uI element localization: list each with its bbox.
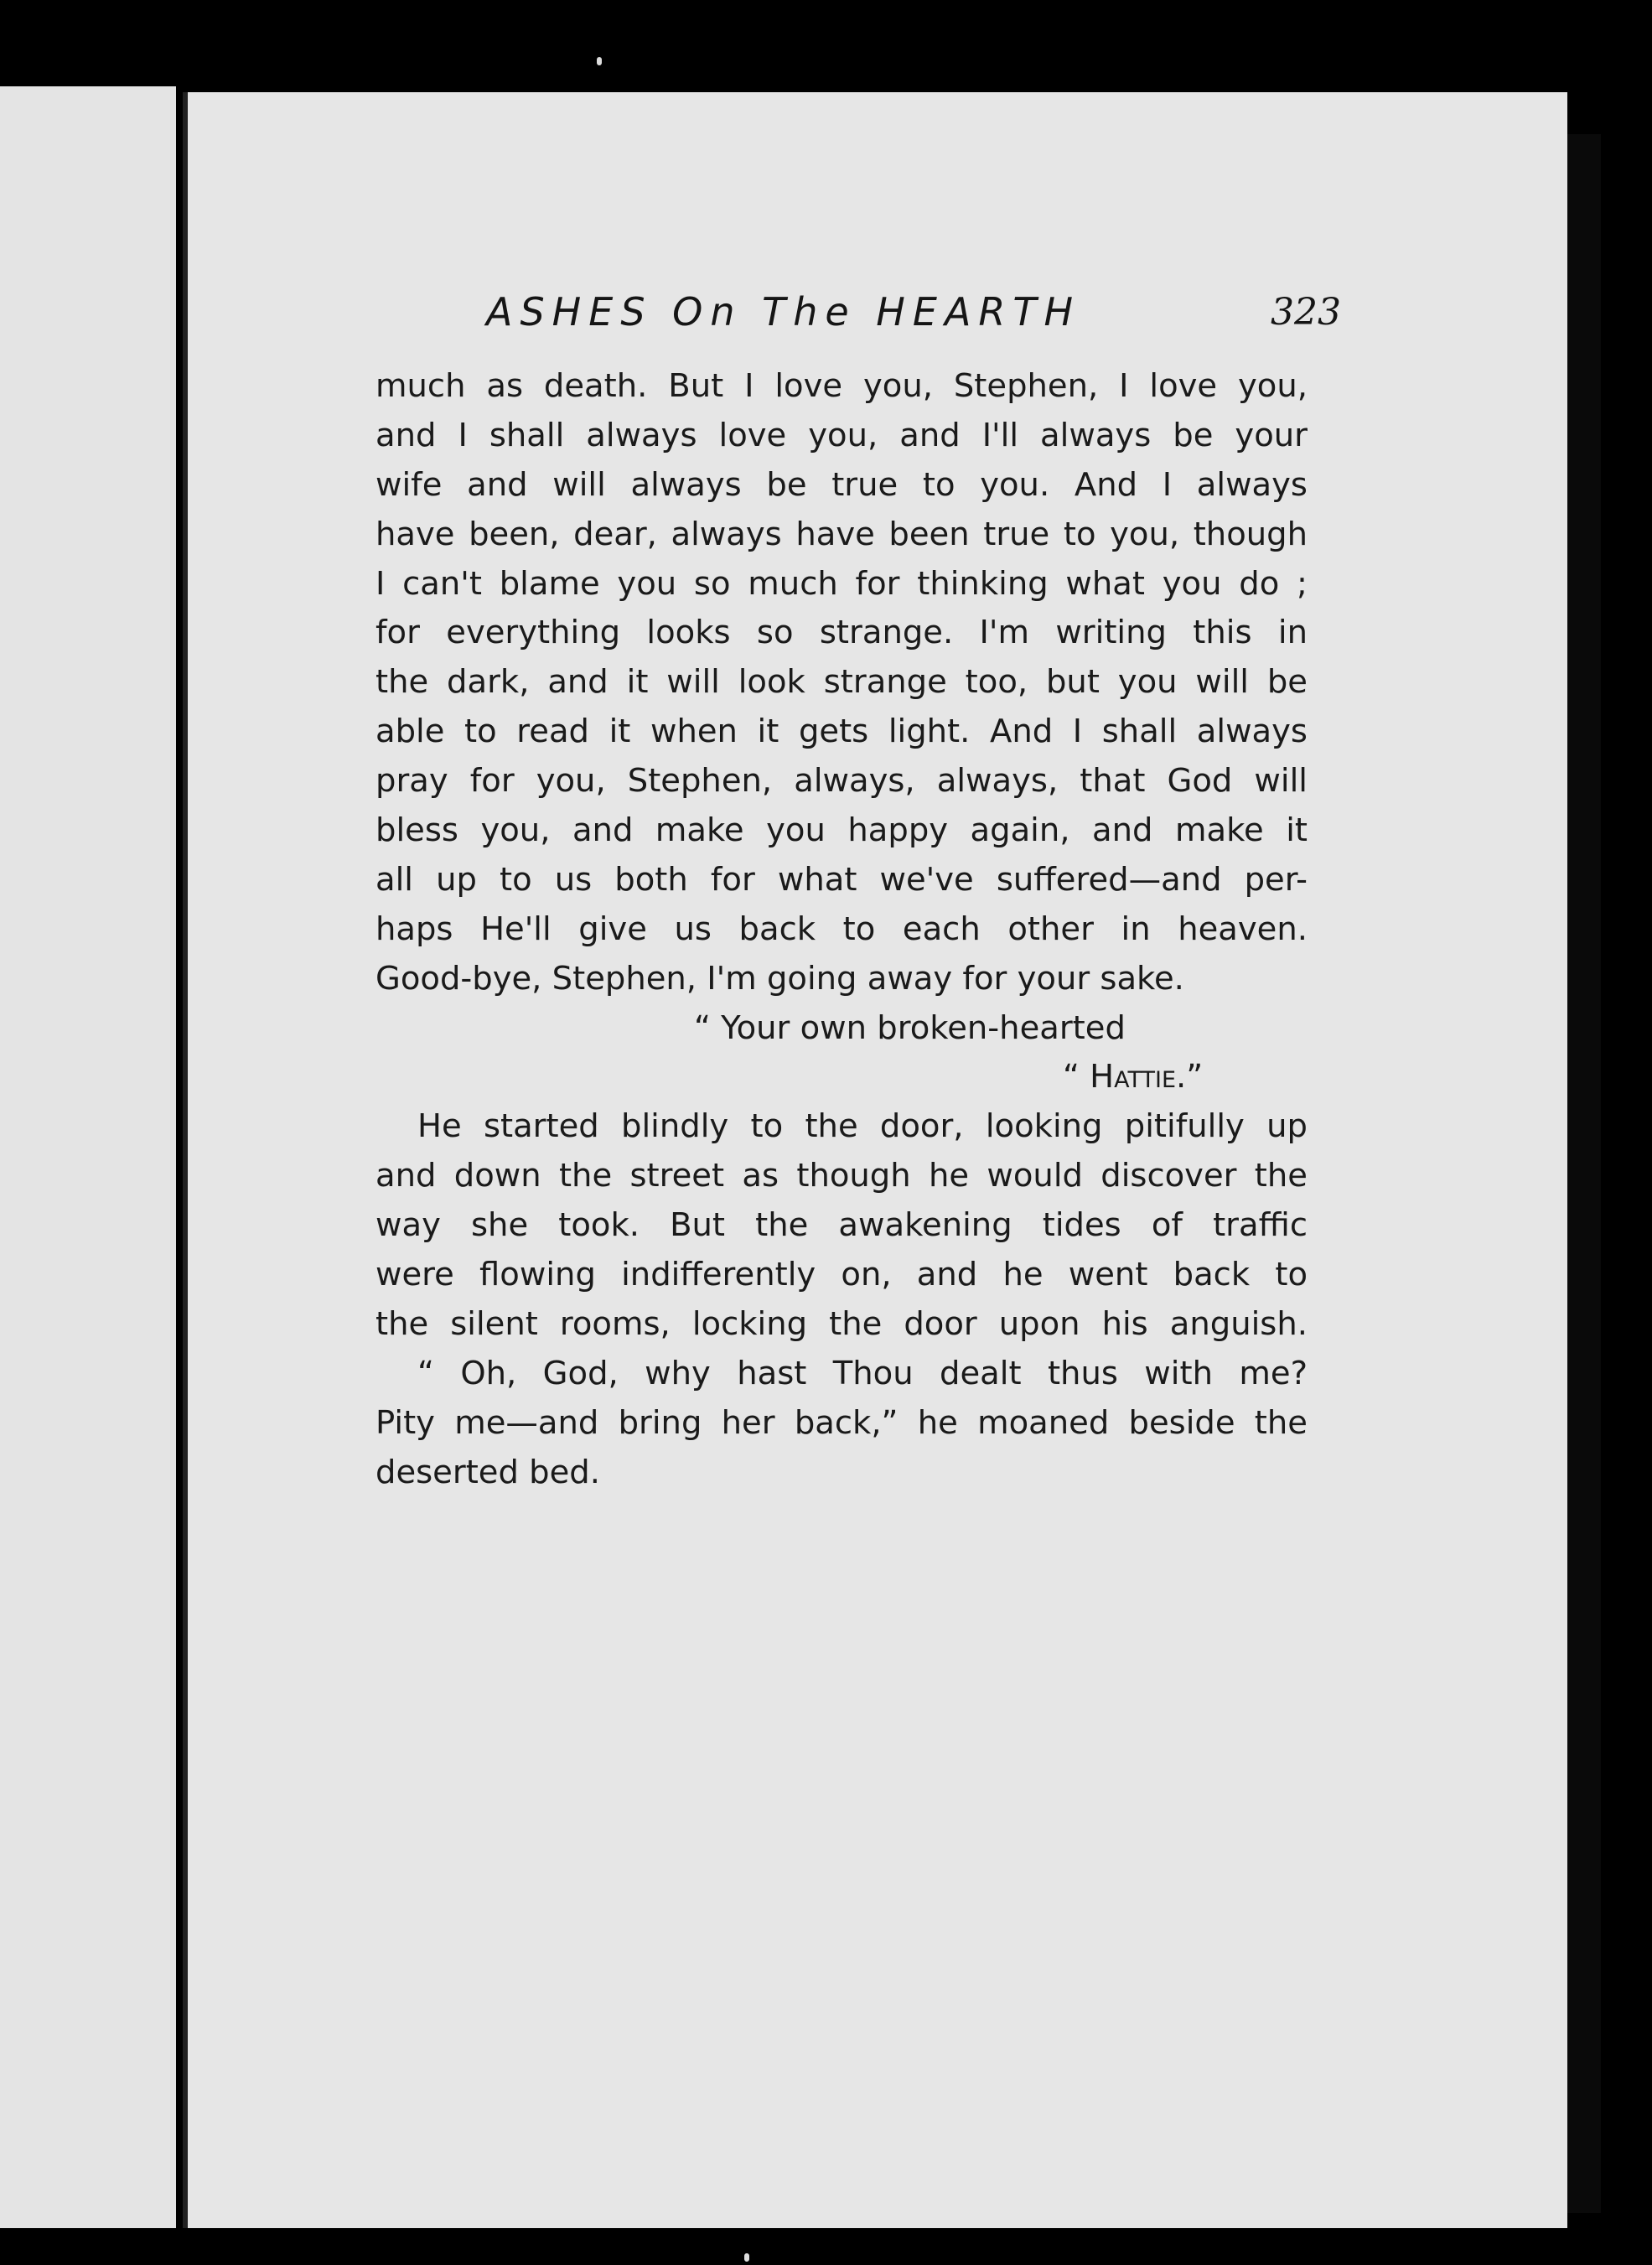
scan-speck [597,57,602,65]
text-line: “ Oh, God, why hast Thou dealt thus with me? [417,1354,1308,1392]
text-line: deserted bed. [375,1453,600,1491]
text-line: Pity me—and bring her back,” he moaned beside the [375,1403,1308,1442]
page-gutter-line [183,92,188,2228]
text-line: He started blindly to the door, looking pitifully up [417,1107,1308,1146]
running-title: ASHES On The HEARTH [486,289,1081,334]
signature-closing: “ Your own broken-hearted [694,1008,1126,1047]
text-line: able to read it when it gets light. And I shall always [375,713,1308,751]
text-line: and down the street as though he would discover the [375,1157,1308,1195]
text-line: the dark, and it will look strange too, but you will be [375,663,1308,702]
text-line: all up to us both for what we've suffered—and per- [375,860,1308,899]
text-line: have been, dear, always have been true to you, though [375,515,1308,553]
body-text [375,362,1308,1497]
signature-name: “ Hattie.” [1063,1058,1204,1096]
text-line: way she took. But the awakening tides of traffic [375,1206,1308,1245]
page-number: 323 [1271,291,1341,334]
text-line: the silent rooms, locking the door upon his anguish. [375,1304,1308,1343]
text-line: wife and will always be true to you. And I always [375,465,1308,504]
text-line: bless you, and make you happy again, and make it [375,811,1308,850]
scan-speck [744,2253,749,2262]
text-line: pray for you, Stephen, always, always, that God will [375,762,1308,801]
text-line: were flowing indifferently on, and he went back to [375,1256,1308,1294]
text-line: Good-bye, Stephen, I'm going away for your sake. [375,959,1184,998]
text-line: and I shall always love you, and I'll always be your [375,416,1308,454]
page-edge-shadow [1567,134,1601,2213]
text-line: much as death. But I love you, Stephen, I love you, [375,367,1308,405]
text-line: I can't blame you so much for thinking what you do ; [375,564,1308,603]
text-line: haps He'll give us back to each other in heaven. [375,910,1308,948]
text-line: for everything looks so strange. I'm writing this in [375,614,1308,652]
facing-page-edge [0,86,176,2228]
running-head [486,289,1341,348]
